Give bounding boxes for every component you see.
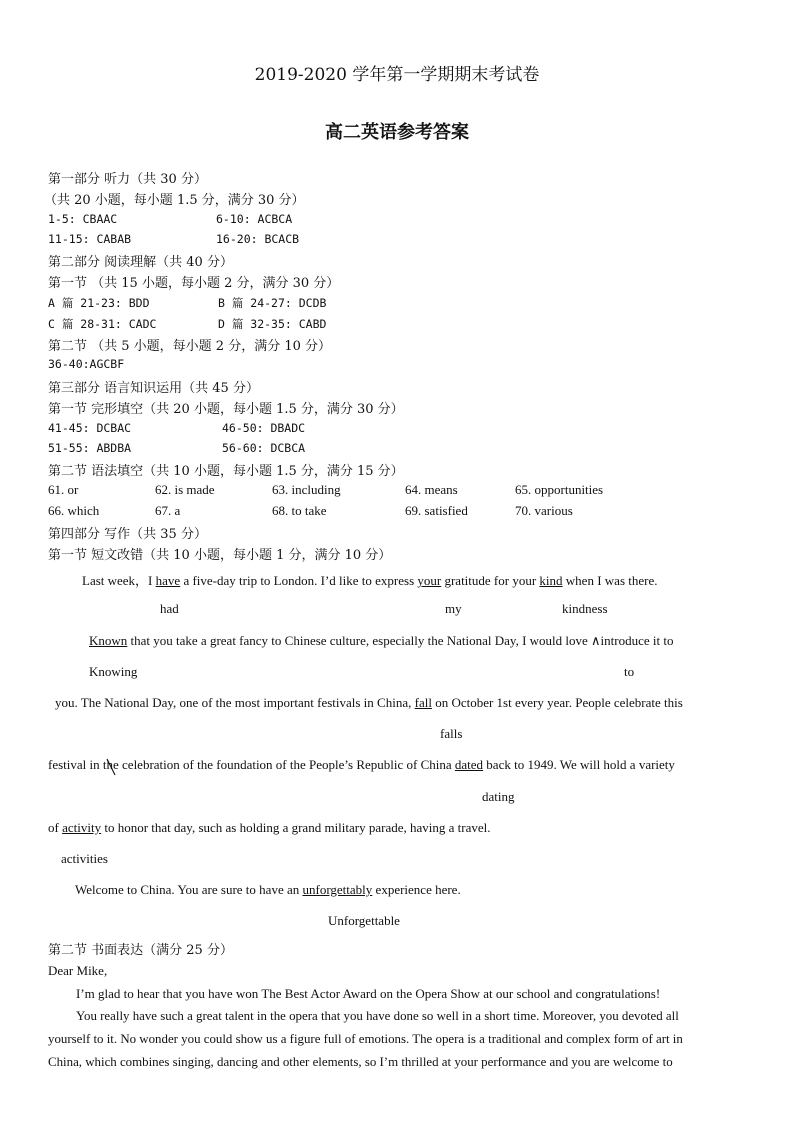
- answer-row: D 篇 32-35: CABD: [218, 317, 327, 331]
- letter-line: I’m glad to hear that you have won The Best Actor Award on the Opera Show at our school and congratulations!: [76, 986, 661, 1001]
- correction-line: [55, 695, 683, 711]
- correction-word: had: [160, 601, 179, 616]
- letter-line: You really have such a great talent in the opera that you have done so well in a short time. Moreover, you devoted all: [76, 1009, 679, 1023]
- text: Last week，I: [82, 573, 156, 588]
- part2-sec1: 第一节 （共 15 小题，每小题 2 分，满分 30 分）: [48, 276, 340, 291]
- text: on October 1st every year. People celebrate this: [431, 695, 683, 710]
- text: of: [48, 820, 63, 835]
- text: gratitude for your: [441, 573, 540, 588]
- answer-row: 6-10: ACBCA: [216, 212, 293, 226]
- letter-line: yourself to it. No wonder you could show us a figure full of emotions. The opera is a traditional and complex form of art in: [48, 1032, 683, 1046]
- delete-mark-icon: [104, 758, 118, 776]
- text: when I was there.: [562, 573, 658, 588]
- correction-line: [48, 757, 675, 773]
- answer-row: 51-55: ABDBA: [48, 441, 132, 455]
- answer-row: B 篇 24-27: DCDB: [218, 296, 327, 310]
- error-word: Known: [89, 633, 128, 648]
- answer-row: 56-60: DCBCA: [222, 441, 306, 455]
- error-word: have: [155, 573, 181, 588]
- grammar-answer: 68. to take: [272, 503, 327, 518]
- answer-row: A 篇 21-23: BDD: [48, 296, 150, 310]
- correction-word: kindness: [562, 601, 608, 616]
- answer-row: C 篇 28-31: CADC: [48, 317, 157, 331]
- insert-caret: ∧: [591, 633, 601, 648]
- part4-sec2: 第二节 书面表达（满分 25 分）: [48, 943, 233, 958]
- answer-key-title: 高二英语参考答案: [325, 122, 469, 143]
- letter-line: China, which combines singing, dancing and other elements, so I’m thrilled at your performance and you are welcome to: [48, 1055, 673, 1069]
- grammar-answer: 61. or: [48, 482, 79, 497]
- grammar-answer: 70. various: [515, 503, 573, 518]
- text: a five-day trip to London. I’d like to express: [180, 573, 418, 588]
- error-word: unforgettably: [302, 882, 373, 897]
- correction-line: [48, 820, 491, 836]
- text: introduce it to: [600, 633, 674, 648]
- correction-word: dating: [482, 789, 515, 804]
- correction-word: Unforgettable: [328, 913, 400, 928]
- grammar-answer: 65. opportunities: [515, 482, 604, 497]
- correction-line: [89, 633, 673, 649]
- error-word: activity: [62, 820, 102, 835]
- answer-row: 11-15: CABAB: [48, 232, 132, 246]
- error-word: kind: [539, 573, 563, 588]
- correction-word: falls: [440, 726, 463, 741]
- grammar-answer: 67. a: [155, 503, 181, 518]
- error-word: your: [417, 573, 442, 588]
- correction-line: [75, 882, 461, 898]
- answer-row: 16-20: BCACB: [216, 232, 300, 246]
- text: celebration of the foundation of the People’s Republic of China: [118, 757, 455, 772]
- part1-heading: 第一部分 听力（共 30 分）: [48, 172, 207, 187]
- grammar-answer: 69. satisfied: [405, 503, 468, 518]
- text: that you take a great fancy to Chinese culture, especially the National Day, I would love: [127, 633, 592, 648]
- text: Welcome to China. You are sure to have an: [75, 882, 303, 897]
- part3-sec2: 第二节 语法填空（共 10 小题，每小题 1.5 分，满分 15 分）: [48, 464, 404, 479]
- correction-word: Knowing: [89, 664, 138, 679]
- grammar-answer: 64. means: [405, 482, 458, 497]
- text: to honor that day, such as holding a grand military parade, having a travel.: [101, 820, 491, 835]
- text: back to 1949. We will hold a variety: [483, 757, 675, 772]
- answer-row: 1-5: CBAAC: [48, 212, 118, 226]
- grammar-answer: 66. which: [48, 503, 100, 518]
- letter-greeting: Dear Mike,: [48, 963, 108, 978]
- part3-sec1: 第一节 完形填空（共 20 小题，每小题 1.5 分，满分 30 分）: [48, 402, 404, 417]
- text: experience here.: [372, 882, 461, 897]
- answer-row: 36-40:AGCBF: [48, 357, 125, 371]
- correction-word: my: [445, 601, 462, 616]
- deleted-word: the: [102, 757, 119, 772]
- correction-word: activities: [61, 851, 108, 866]
- answer-row: 46-50: DBADC: [222, 421, 306, 435]
- part4-heading: 第四部分 写作（共 35 分）: [48, 527, 207, 542]
- correction-line: [82, 570, 657, 589]
- part4-sec1: 第一节 短文改错（共 10 小题，每小题 1 分，满分 10 分）: [48, 548, 392, 563]
- part1-note: （共 20 小题，每小题 1.5 分，满分 30 分）: [44, 193, 305, 208]
- error-word: fall: [414, 695, 432, 710]
- text: you. The National Day, one of the most important festivals in China,: [55, 695, 415, 710]
- part2-heading: 第二部分 阅读理解（共 40 分）: [48, 255, 233, 270]
- grammar-answer: 63. including: [272, 482, 341, 497]
- part2-sec2: 第二节 （共 5 小题，每小题 2 分，满分 10 分）: [48, 339, 332, 354]
- answer-row: 41-45: DCBAC: [48, 421, 132, 435]
- grammar-answer: 62. is made: [155, 482, 215, 497]
- part3-heading: 第三部分 语言知识运用（共 45 分）: [48, 381, 259, 396]
- correction-word: to: [624, 664, 635, 679]
- text: festival in: [48, 757, 103, 772]
- exam-title: 2019-2020 学年第一学期期末考试卷: [254, 65, 540, 85]
- error-word: dated: [454, 757, 484, 772]
